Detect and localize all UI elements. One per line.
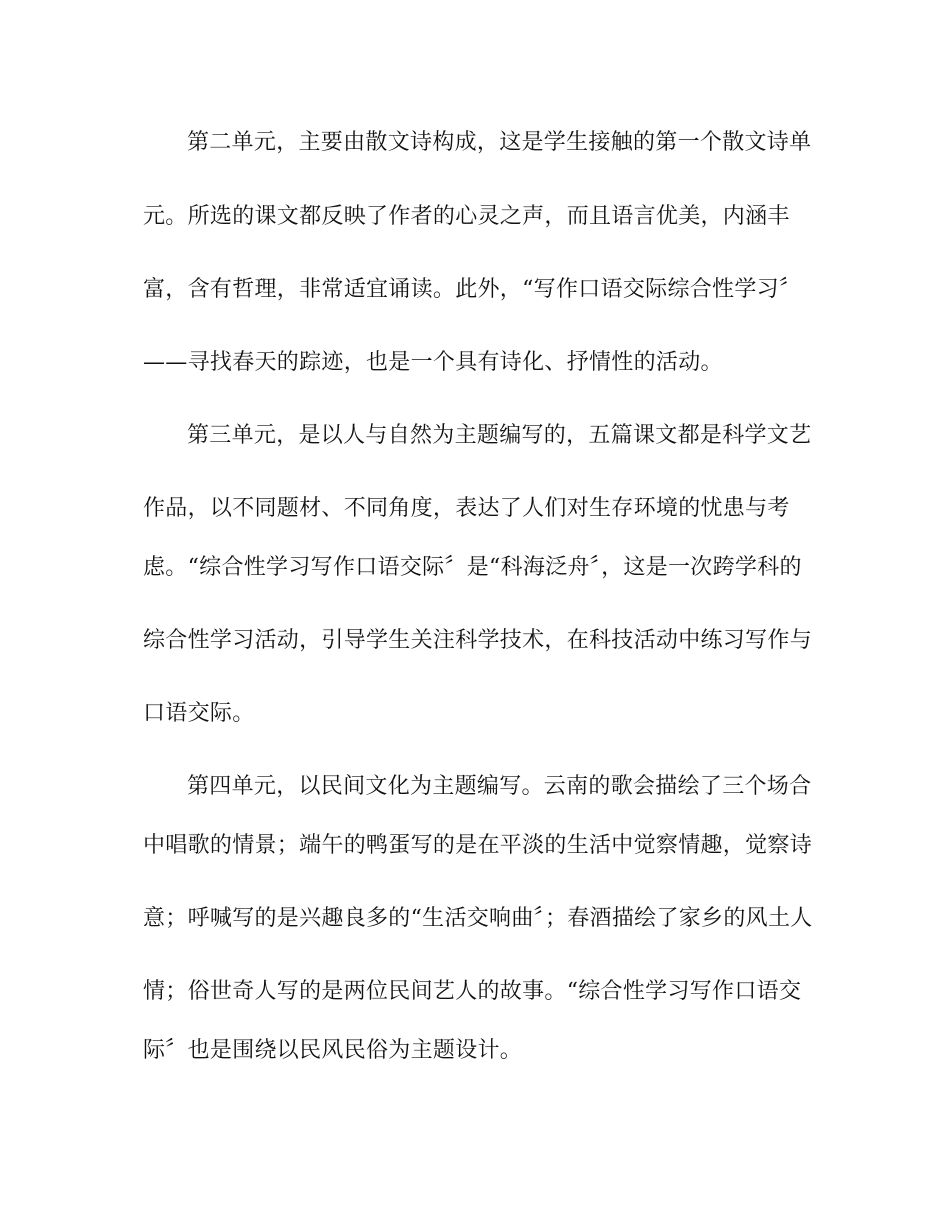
paragraph-2-line-5: 口语交际。	[143, 701, 255, 726]
paragraph-2-line-2: 作品，以不同题材、不同角度，表达了人们对生存环境的忧患与考	[143, 496, 790, 521]
paragraph-2-line-3: 虑。“综合性学习写作口语交际〞是“科海泛舟〞，这是一次跨学科的	[143, 555, 802, 580]
paragraph-3-line-4: 情；俗世奇人写的是两位民间艺人的故事。“综合性学习写作口语交	[143, 979, 802, 1004]
paragraph-1-line-1: 第二单元，主要由散文诗构成，这是学生接触的第一个散文诗单	[187, 130, 812, 155]
paragraph-3-line-3: 意；呼喊写的是兴趣良多的“生活交响曲〞；春酒描绘了家乡的风土人	[143, 906, 813, 931]
paragraph-1-line-3: 富，含有哲理，非常适宜诵读。此外，“写作口语交际综合性学习〞	[143, 277, 802, 302]
paragraph-3-line-1: 第四单元，以民间文化为主题编写。云南的歌会描绘了三个场合	[187, 774, 812, 799]
paragraph-3-line-2: 中唱歌的情景；端午的鸭蛋写的是在平淡的生活中觉察情趣，觉察诗	[143, 833, 813, 858]
paragraph-2-line-4: 综合性学习活动，引导学生关注科学技术，在科技活动中练习写作与	[143, 628, 813, 653]
paragraph-1-line-4: ——寻找春天的踪迹，也是一个具有诗化、抒情性的活动。	[143, 350, 723, 375]
paragraph-3-line-5: 际〞也是围绕以民风民俗为主题设计。	[143, 1038, 523, 1063]
paragraph-1-line-2: 元。所选的课文都反映了作者的心灵之声，而且语言优美，内涵丰	[143, 204, 790, 229]
paragraph-2-line-1: 第三单元，是以人与自然为主题编写的，五篇课文都是科学文艺	[187, 423, 812, 448]
